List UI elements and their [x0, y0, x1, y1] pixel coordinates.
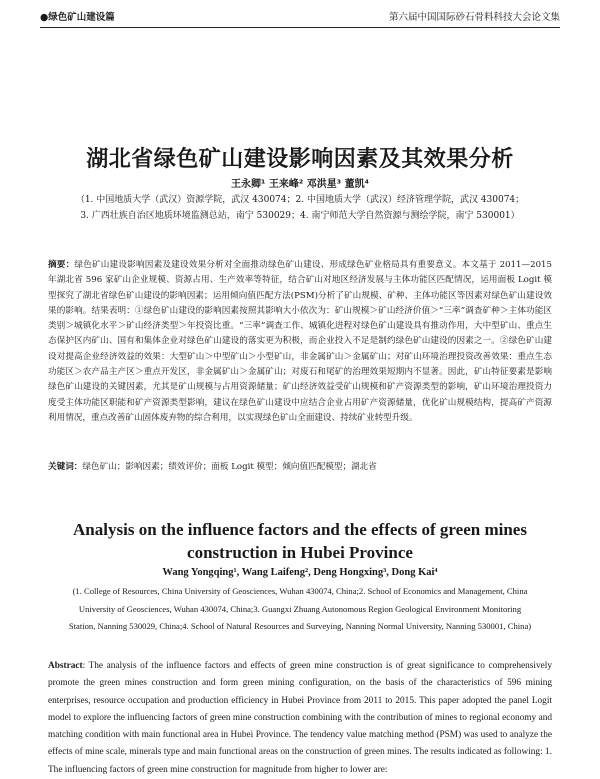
running-header-section: ●绿色矿山建设篇 [40, 12, 115, 23]
keywords-chinese [48, 460, 552, 472]
affiliations-english [38, 583, 562, 636]
title-english-line: Analysis on the influence factors and the effects of green mines [73, 520, 527, 539]
affiliation-line-english: (1. College of Resources, China University of Geosciences, Wuhan 430074, China;2. School of Economics and Management, China [72, 586, 528, 596]
affiliations-chinese [38, 192, 562, 224]
abstract-label-english: Abstract [48, 661, 83, 671]
affiliation-line-english: University of Geosciences, Wuhan 430074, China;3. Guangxi Zhuang Autonomous Region Geological Environment Monitoring [78, 603, 522, 614]
authors-english: Wang Yongqing¹, Wang Laifeng², Deng Hongxing³, Dong Kai⁴ [162, 567, 438, 578]
keywords-label-chinese: 关键词： [48, 462, 83, 472]
affiliation-line-english: Station, Nanning 530029, China;4. School of Natural Resources and Surveying, Nanning Normal University, Nanning 530001, China) [68, 621, 532, 631]
abstract-text-english: : The analysis of the influence factors and effects of green mine construction is of great significance to comprehensively promote the green mines construction and form green mining configuration, on the basis of the characteristics of 596 mining enterprises, resource occupation and production efficiency in Hubei Province from 2011 to 2015. This paper adopted the panel Logit model to explore the influencing factors of green mine construction combining with the contribution of mines to regional economy and matching condition with main functional area in Hubei Province. The tendency value matching method (PSM) was used to analyze the effects of mine scale, minerals type and main functional areas on the construction of green mines. The results indicated as following: 1. The influencing factors of green mine construction for magnitude from higher to lower are: [48, 661, 552, 775]
abstract-text-chinese: 绿色矿山建设影响因素及建设效果分析对全面推动绿色矿山建设、形成绿色矿业格局具有重要意义。本文基于 2011—2015 年湖北省 596 家矿山企业规模、资源占用、生产效率等特征，结合矿山对地区经济发展与主体功能区匹配情况，运用面板 Logit 模型探究了湖北省绿色矿山建设的影响因素；运用倾向值匹配方法(PSM)分析了矿山规模、矿种、主体功能区等因素对绿色矿山建设效果的影响。结果表明：①绿色矿山建设的影响因素按照其影响大小依次为：矿山规模＞矿山经济价值＞“三率”调查矿种＞主体功能区类别＞城镇化水平＞矿山经济类型＞年投资比重。“三率”调查工作、城镇化进程对绿色矿山建设具有推动作用，大中型矿山、重点生态保护区内矿山、国有和集体企业对绿色矿山建设的落实更为积极，而企业投入不足是制约绿色矿山建设的因素之一。②绿色矿山建设对提高企业经济效益的效果：大型矿山＞中型矿山＞小型矿山，非金属矿山＞金属矿山；对矿山环境治理投资改善效果：重点生态功能区＞农产品主产区＞重点开发区，非金属矿山＞金属矿山；对废石和尾矿的治理效果短期内不显著。因此，矿山特征要素是影响绿色矿山建设的关键因素，尤其是矿山规模与占用资源储量；矿山经济效益受矿山规模和矿产资源类型的影响，矿山环境治理投资力度受主体功能区职能和矿产资源类型影响，建议在绿色矿山建设中应结合企业占用矿产资源储量，优化矿山规模结构，提高矿产资源利用情况，重点改善矿山固体废弃物的综合利用，以实现绿色矿山全面建设、持续矿业转型升级。 [48, 260, 552, 423]
affiliation-line: （1. 中国地质大学（武汉）资源学院，武汉 430074；2. 中国地质大学（武汉）经济管理学院，武汉 430074； [75, 195, 525, 205]
keywords-text-chinese: 绿色矿山；影响因素；绩效评价；面板 Logit 模型；倾向值匹配模型；湖北省 [82, 462, 377, 472]
abstract-label-chinese: 摘要： [48, 260, 75, 270]
abstract-chinese [48, 258, 552, 426]
title-chinese: 湖北省绿色矿山建设影响因素及其效果分析 [86, 147, 514, 172]
authors-chinese: 王永卿¹ 王来峰² 邓洪星³ 董凯⁴ [231, 179, 369, 190]
affiliation-line: 3. 广西壮族自治区地质环境监测总站，南宁 530029；4. 南宁师范大学自然资源与测绘学院，南宁 530001） [80, 211, 520, 221]
title-english-line: construction in Hubei Province [187, 543, 413, 562]
header-rule [40, 27, 560, 28]
abstract-english [48, 658, 552, 779]
title-english [40, 518, 560, 564]
running-header-proceedings: 第六届中国国际砂石骨料科技大会论文集 [388, 12, 560, 23]
